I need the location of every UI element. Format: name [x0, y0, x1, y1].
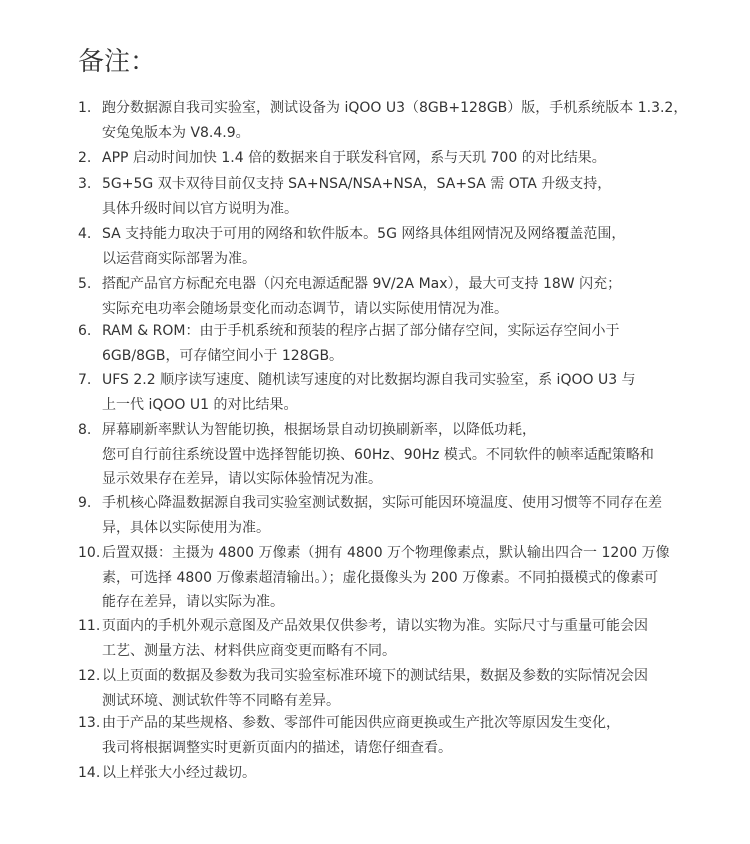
note-line: SA 支持能力取决于可用的网络和软件版本。5G 网络具体组网情况及网络覆盖范围， — [102, 226, 626, 242]
note-line: 上一代 iQOO U1 的对比结果。 — [102, 396, 298, 413]
note-line: 您可自行前往系统设置中选择智能切换、60Hz、90Hz 模式。不同软件的帧率适配策略和 — [102, 446, 654, 463]
note-number: 13. — [78, 715, 101, 731]
note-line: 页面内的手机外观示意图及产品效果仅供参考，请以实物为准。实际尺寸与重量可能会因 — [102, 618, 648, 634]
note-number: 4. — [78, 226, 92, 242]
note-line: 我司将根据调整实时更新页面内的描述，请您仔细查看。 — [102, 739, 452, 756]
note-line: 测试环境、测试软件等不同略有差异。 — [102, 692, 340, 709]
note-line: 以上样张大小经过裁切。 — [102, 765, 256, 781]
note-line: 搭配产品官方标配充电器（闪充电源适配器 9V/2A Max），最大可支持 18W 闪充； — [102, 276, 622, 292]
note-line: 安兔兔版本为 V8.4.9。 — [102, 124, 250, 141]
note-line: 由于产品的某些规格、参数、零部件可能因供应商更换或生产批次等原因发生变化， — [102, 715, 620, 731]
note-number: 1. — [78, 100, 92, 116]
note-line: RAM & ROM：由于手机系统和预装的程序占据了部分储存空间，实际运存空间小于 — [102, 323, 620, 339]
note-line: 屏幕刷新率默认为智能切换，根据场景自动切换刷新率，以降低功耗， — [102, 422, 536, 438]
note-line: 后置双摄：主摄为 4800 万像素（拥有 4800 万个物理像素点，默认输出四合一 1200 万像 — [102, 545, 670, 561]
note-line: 实际充电功率会随场景变化而动态调节，请以实际使用情况为准。 — [102, 300, 508, 317]
note-number: 11. — [78, 618, 101, 634]
note-number: 12. — [78, 668, 101, 684]
note-line: 显示效果存在差异，请以实际体验情况为准。 — [102, 471, 382, 487]
note-line: 素，可选择 4800 万像素超清输出。）；虚化摄像头为 200 万像素。不同拍摄模式的像素可 — [102, 569, 659, 586]
note-number: 7. — [78, 372, 92, 388]
note-line: 能存在差异，请以实际为准。 — [102, 594, 284, 610]
note-number: 14. — [78, 765, 101, 781]
note-line: 工艺、测量方法、材料供应商变更而略有不同。 — [102, 642, 396, 659]
note-number: 5. — [78, 276, 92, 292]
note-number: 2. — [78, 150, 92, 166]
note-number: 9. — [78, 495, 92, 511]
note-number: 6. — [78, 323, 92, 339]
note-number: 8. — [78, 422, 92, 438]
note-line: 以上页面的数据及参数为我司实验室标准环境下的测试结果，数据及参数的实际情况会因 — [102, 668, 648, 684]
note-line: 手机核心降温数据源自我司实验室测试数据，实际可能因环境温度、使用习惯等不同存在差 — [102, 495, 662, 511]
note-line: 6GB/8GB，可存储空间小于 128GB。 — [102, 347, 344, 364]
note-line: 以运营商实际部署为准。 — [102, 250, 256, 267]
note-line: 跑分数据源自我司实验室，测试设备为 iQOO U3（8GB+128GB）版，手机系统版本 1.3.2， — [102, 100, 688, 116]
note-line: UFS 2.2 顺序读写速度、随机读写速度的对比数据均源自我司实验室，系 iQOO U3 与 — [102, 372, 636, 388]
note-line: 具体升级时间以官方说明为准。 — [102, 200, 298, 217]
page-title: 备注： — [78, 47, 157, 77]
note-line: APP 启动时间加快 1.4 倍的数据来自于联发科官网，系与天玑 700 的对比结果。 — [102, 150, 606, 166]
note-line: 异，具体以实际使用为准。 — [102, 519, 270, 536]
note-number: 10. — [78, 545, 101, 561]
note-number: 3. — [78, 176, 92, 192]
note-line: 5G+5G 双卡双待目前仅支持 SA+NSA/NSA+NSA，SA+SA 需 OTA 升级支持， — [102, 176, 612, 192]
